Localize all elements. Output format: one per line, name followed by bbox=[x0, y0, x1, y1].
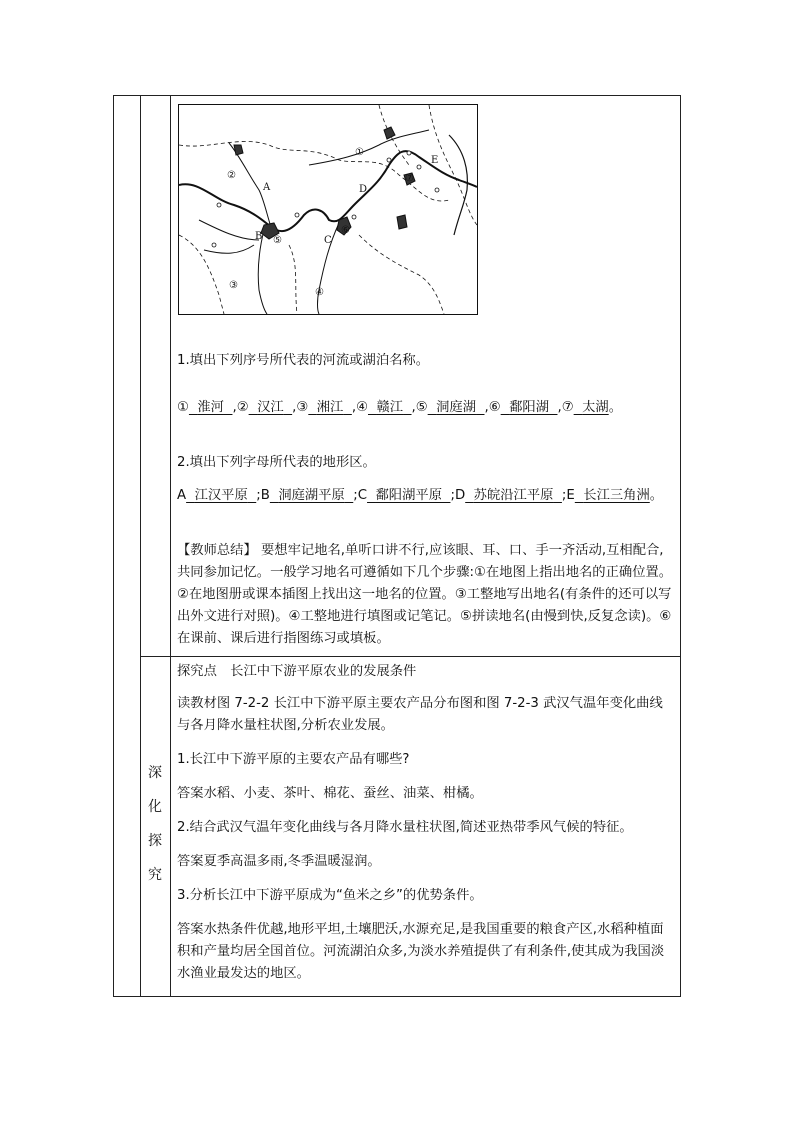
explore-q1: 1.长江中下游平原的主要农产品有哪些? bbox=[177, 752, 410, 767]
q1-answer: 汉江 bbox=[257, 400, 284, 415]
q1-num: ⑥ bbox=[488, 400, 501, 415]
q1-num: ③ bbox=[296, 400, 309, 415]
separator: ; bbox=[353, 488, 358, 503]
map-label: ③ bbox=[229, 280, 238, 291]
map-label: C bbox=[324, 235, 332, 246]
q2-letter: E bbox=[566, 488, 575, 503]
separator: 。 bbox=[649, 488, 664, 503]
map-label: D bbox=[359, 184, 368, 195]
row-divider bbox=[170, 656, 681, 657]
section-label-char: 探 bbox=[148, 833, 162, 849]
explore-a2: 答案夏季高温多雨,冬季温暖湿润。 bbox=[177, 854, 381, 869]
map-label: ⑥ bbox=[341, 225, 350, 236]
explore-a2-block bbox=[177, 851, 675, 873]
explore-title: 探究点 长江中下游平原农业的发展条件 bbox=[177, 664, 417, 679]
q2-block bbox=[177, 452, 675, 474]
q1-block bbox=[177, 350, 675, 372]
q1-answer: 太湖 bbox=[582, 400, 609, 415]
separator: ; bbox=[561, 488, 567, 503]
separator: 。 bbox=[608, 400, 622, 415]
map-label: ⑤ bbox=[273, 235, 282, 246]
q2-letter: A bbox=[177, 488, 187, 503]
separator: , bbox=[351, 400, 357, 415]
explore-q3-block bbox=[177, 885, 675, 907]
explore-a1: 答案水稻、小麦、茶叶、棉花、蚕丝、油菜、柑橘。 bbox=[177, 786, 483, 801]
map-label: ① bbox=[355, 147, 364, 158]
separator: , bbox=[292, 400, 297, 415]
q1-num: ⑤ bbox=[415, 400, 428, 415]
explore-intro-block bbox=[177, 693, 675, 737]
q1-title: 1.填出下列序号所代表的河流或湖泊名称。 bbox=[177, 353, 430, 368]
q2-answer: 长江三角洲 bbox=[583, 488, 650, 503]
section-label-char: 深 bbox=[148, 765, 162, 781]
section-label bbox=[140, 766, 170, 902]
column-divider-2 bbox=[170, 95, 171, 997]
q1-answer: 洞庭湖 bbox=[436, 400, 477, 415]
q2-letter: B bbox=[260, 488, 270, 503]
q1-num: ④ bbox=[356, 400, 368, 415]
q2-title: 2.填出下列字母所代表的地形区。 bbox=[177, 455, 376, 470]
q2-letter: C bbox=[357, 488, 368, 503]
yangtze-map bbox=[178, 104, 478, 315]
q2-answer: 洞庭湖平原 bbox=[278, 488, 345, 503]
explore-a3-block bbox=[177, 919, 675, 985]
q2-letter: D bbox=[454, 488, 466, 503]
map-label: ② bbox=[227, 170, 236, 181]
separator: , bbox=[411, 400, 416, 415]
map-label: ⑦ bbox=[405, 173, 414, 184]
q1-answer: 湘江 bbox=[316, 400, 344, 415]
map-label: E bbox=[431, 155, 439, 166]
separator: ; bbox=[450, 488, 455, 503]
explore-q2: 2.结合武汉气温年变化曲线与各月降水量柱状图,简述亚热带季风气候的特征。 bbox=[177, 820, 633, 835]
q1-num: ① bbox=[177, 400, 189, 415]
separator: , bbox=[484, 400, 489, 415]
map-drawing bbox=[179, 105, 477, 314]
label-cell-divider bbox=[140, 656, 170, 657]
q1-num: ② bbox=[236, 400, 249, 415]
q1-answer: 赣江 bbox=[376, 400, 404, 415]
summary-text: 要想牢记地名,单听口讲不行,应该眼、耳、口、手一齐活动,互相配合,共同参加记忆。一般学习地名可遵循如下几个步骤:①在地图上指出地名的正确位置。②在地图册或课本插图上找出这一地名的位置。③工整地写出地名(有条件的还可以写出外文进行对照)。④工整地进行填图或记笔记。⑤拼读地名(由慢到快,反复念读)。⑥在课前、课后进行指图练习或填板。 bbox=[177, 543, 673, 646]
section-label-char: 究 bbox=[148, 867, 162, 883]
q2-answer: 江汉平原 bbox=[194, 488, 248, 503]
summary-label: 【教师总结】 bbox=[177, 543, 257, 558]
map-label: A bbox=[263, 182, 271, 193]
q1-answer: 淮河 bbox=[197, 400, 224, 415]
separator: , bbox=[557, 400, 562, 415]
section-label-char: 化 bbox=[148, 799, 162, 815]
q1-answer: 鄱阳湖 bbox=[509, 400, 550, 415]
explore-q1-block bbox=[177, 749, 675, 771]
explore-q3: 3.分析长江中下游平原成为“鱼米之乡”的优势条件。 bbox=[177, 888, 483, 903]
explore-q2-block bbox=[177, 817, 675, 839]
map-label: ④ bbox=[315, 287, 324, 298]
explore-a3: 答案水热条件优越,地形平坦,土壤肥沃,水源充足,是我国重要的粮食产区,水稻种植面积和产量均居全国首位。河流湖泊众多,为淡水养殖提供了有利条件,使其成为我国淡水渔业最发达的地区。 bbox=[177, 922, 665, 981]
q1-answers bbox=[177, 397, 675, 419]
explore-title-block bbox=[177, 661, 675, 683]
q2-answers bbox=[177, 485, 675, 507]
q1-num: ⑦ bbox=[561, 400, 574, 415]
q2-answer: 鄱阳湖平原 bbox=[375, 488, 442, 503]
map-label: B bbox=[255, 231, 263, 242]
separator: , bbox=[232, 400, 237, 415]
teacher-summary bbox=[177, 540, 675, 650]
explore-intro: 读教材图 7-2-2 长江中下游平原主要农产品分布图和图 7-2-3 武汉气温年变化曲线与各月降水量柱状图,分析农业发展。 bbox=[177, 696, 663, 733]
q2-answer: 苏皖沿江平原 bbox=[473, 488, 554, 503]
explore-a1-block bbox=[177, 783, 675, 805]
separator: ; bbox=[256, 488, 261, 503]
